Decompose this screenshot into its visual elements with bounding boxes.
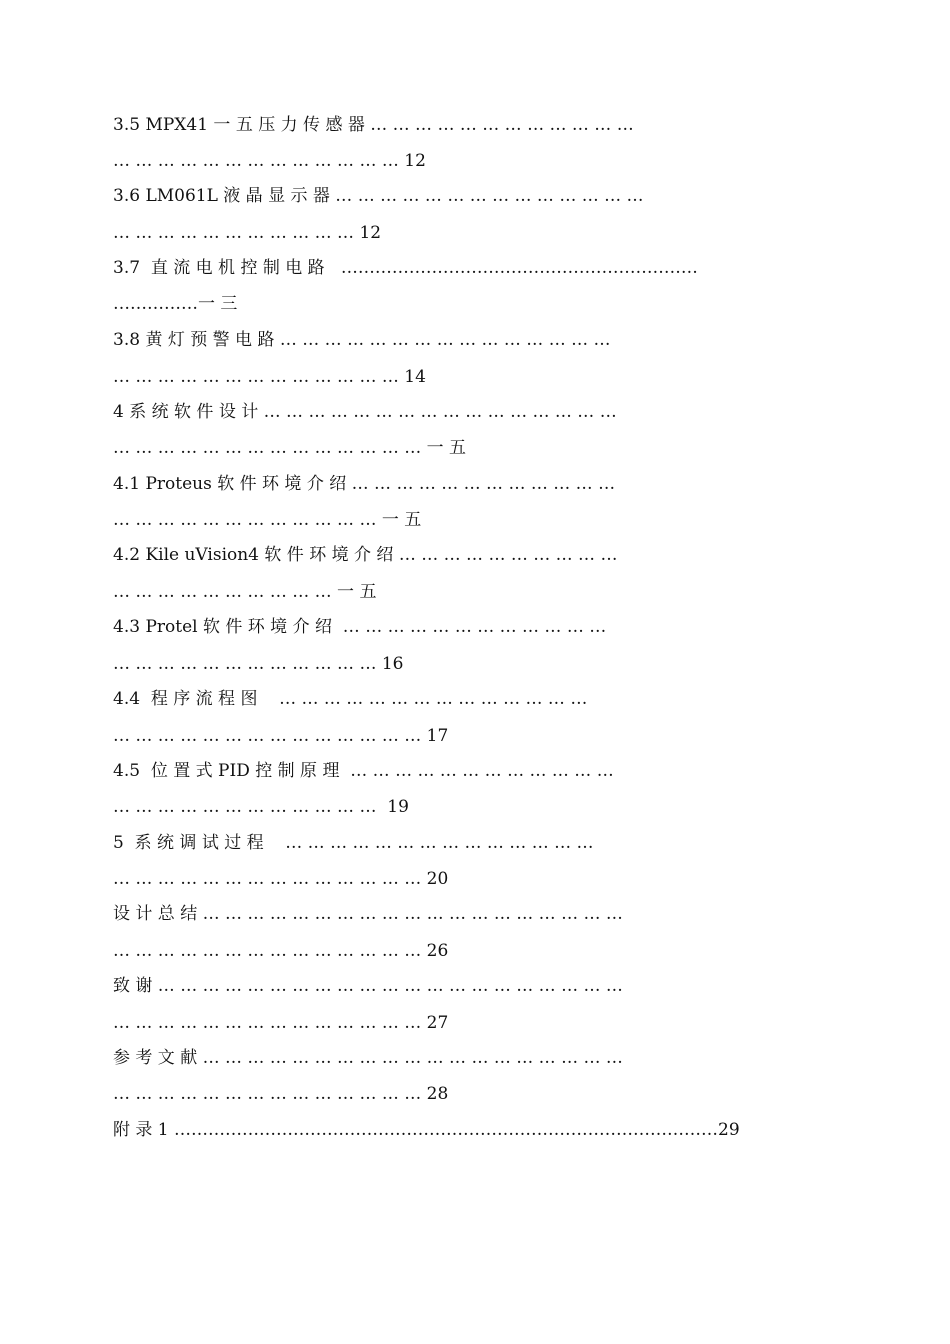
toc-entry-4-leader: … … … … … … … … … … … … … … 一 五 [113, 438, 467, 458]
toc-entry-4-4: 4.4 程 序 流 程 图 … … … … … … … … … … … … … … [113, 689, 588, 709]
toc-entry-4-5: 4.5 位 置 式 PID 控 制 原 理 … … … … … … … … … … … … [113, 761, 614, 781]
toc-entry-4-2: 4.2 Kile uVision4 软 件 环 境 介 绍 … … … … … … … … … … [113, 545, 618, 565]
toc-entry-3-5-leader: … … … … … … … … … … … … … 12 [113, 151, 426, 171]
toc-entry-3-5: 3.5 MPX41 一 五 压 力 传 感 器 … … … … … … … … … … … … [113, 115, 634, 135]
toc-entry-5: 5 系 统 调 试 过 程 … … … … … … … … … … … … … … [113, 833, 594, 853]
toc-entry-acknowledgements-leader: … … … … … … … … … … … … … … 27 [113, 1013, 449, 1033]
toc-entry-design-summary-leader: … … … … … … … … … … … … … … 26 [113, 941, 449, 961]
toc-entry-3-7: 3.7 直 流 电 机 控 制 电 路 ……………………………………………………… [113, 258, 698, 278]
toc-entry-3-8: 3.8 黄 灯 预 警 电 路 … … … … … … … … … … … … … … … [113, 330, 611, 350]
toc-entry-design-summary: 设 计 总 结 … … … … … … … … … … … … … … … … … … … [113, 904, 623, 924]
toc-entry-4-1: 4.1 Proteus 软 件 环 境 介 绍 … … … … … … … … … … … … [113, 474, 616, 494]
toc-entry-4-3-leader: … … … … … … … … … … … … 16 [113, 654, 404, 674]
toc-entry-3-8-leader: … … … … … … … … … … … … … 14 [113, 367, 426, 387]
toc-entry-3-6-leader: … … … … … … … … … … … 12 [113, 223, 382, 243]
toc-entry-3-6: 3.6 LM061L 液 晶 显 示 器 … … … … … … … … … … … … … … [113, 186, 644, 206]
toc-entry-references-leader: … … … … … … … … … … … … … … 28 [113, 1084, 449, 1104]
toc-entry-5-leader: … … … … … … … … … … … … … … 20 [113, 869, 449, 889]
toc-entry-4-5-leader: … … … … … … … … … … … … 19 [113, 797, 409, 817]
toc-entry-4-1-leader: … … … … … … … … … … … … 一 五 [113, 510, 422, 530]
toc-entry-acknowledgements: 致 谢 … … … … … … … … … … … … … … … … … … … … … [113, 976, 623, 996]
toc-entry-references: 参 考 文 献 … … … … … … … … … … … … … … … … … … … [113, 1048, 623, 1068]
toc-entry-4-2-leader: … … … … … … … … … … 一 五 [113, 582, 377, 602]
toc-entry-3-7-leader: ……………一 三 [113, 294, 238, 314]
toc-entry-appendix: 附 录 1 ……………………………………………………………………………………29 [113, 1120, 740, 1140]
toc-entry-4: 4 系 统 软 件 设 计 … … … … … … … … … … … … … … … … [113, 402, 617, 422]
toc-entry-4-3: 4.3 Protel 软 件 环 境 介 绍 … … … … … … … … … … … … [113, 617, 607, 637]
toc-entry-4-4-leader: … … … … … … … … … … … … … … 17 [113, 726, 449, 746]
